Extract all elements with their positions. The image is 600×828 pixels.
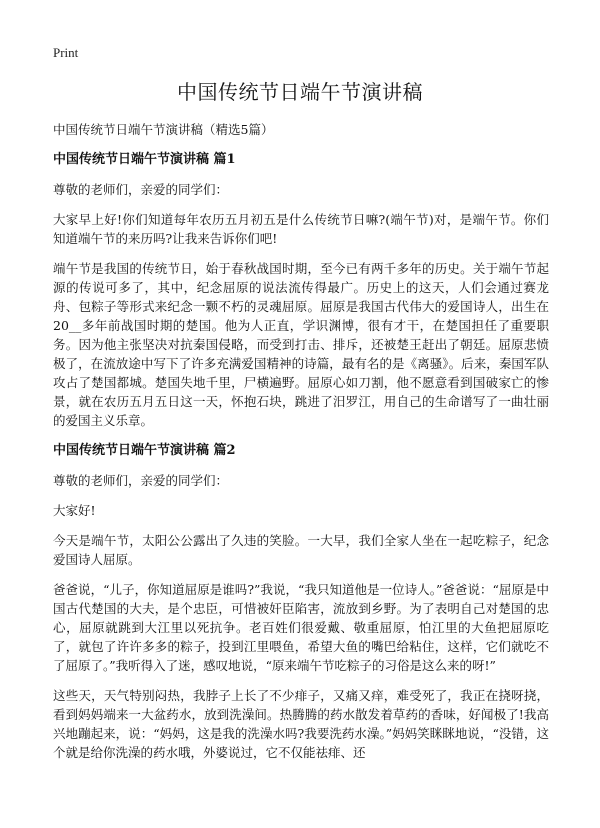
body-paragraph: 大家早上好!你们知道每年农历五月初五是什么传统节日嘛?(端午节)对，是端午节。你们知道端午节的来历吗?让我来告诉你们吧! [53,212,549,246]
body-paragraph: 端午节是我国的传统节日，始于春秋战国时期，至今已有两千多年的历史。关于端午节起源的传说可多了，其中，纪念屈原的说法流传得最广。历史上的这天，人们会通过赛龙舟、包粽子等形式来纪念一颗不朽的灵魂屈原。屈原是我国古代伟大的爱国诗人，出生在20__多年前战国时期的楚国。他为人正直，学识渊博，很有才干，在楚国担任了重要职务。因为他主张坚决对抗秦国侵略，而受到打击、排斥，还被楚王赶出了朝廷。屈原悲愤极了，在流放途中写下了许多充满爱国精神的诗篇，最有名的是《离骚》。后来，秦国军队攻占了楚国都城。楚国失地千里，尸横遍野。屈原心如刀割，他不愿意看到国破家亡的惨景，就在农历五月五日这一天，怀抱石块，跳进了汨罗江，用自己的生命谱写了一曲壮丽的爱国主义乐章。 [53,261,549,428]
print-link[interactable]: Print [53,45,79,60]
greeting-paragraph: 尊敬的老师们，亲爱的同学们： [53,473,229,488]
body-paragraph: 大家好! [53,503,96,518]
greeting-paragraph: 尊敬的老师们，亲爱的同学们： [53,182,229,197]
document-subtitle: 中国传统节日端午节演讲稿（精选5篇） [53,122,274,137]
body-paragraph: 爸爸说，“儿子，你知道屈原是谁吗?”我说，“我只知道他是一位诗人。”爸爸说：“屈原是中国古代楚国的大夫，是个忠臣，可惜被奸臣陷害，流放到乡野。为了表明自己对楚国的忠心，屈原就跳到大江里以死抗争。老百姓们很爱戴、敬重屈原，怕江里的大鱼把屈原吃了，就包了许许多多的粽子，投到江里喂鱼，希望大鱼的嘴巴给粘住，这样，它们就吃不了屈原了。”我听得入了迷，感叹地说，“原来端午节吃粽子的习俗是这么来的呀!” [53,582,549,673]
section-heading: 中国传统节日端午节演讲稿 篇1 [53,152,236,167]
body-paragraph: 这些天，天气特别闷热，我脖子上长了不少痱子，又痛又痒，难受死了，我正在挠呀挠，看到妈妈端来一大盆药水，放到洗澡间。热腾腾的药水散发着草药的香味，好闻极了!我高兴地蹦起来，说：“妈妈，这是我的洗澡水吗?我要洗药水澡。”妈妈笑眯眯地说，“没错，这个就是给你洗澡的药水哦，外婆说过，它不仅能祛痱、还 [53,688,549,760]
page-title: 中国传统节日端午节演讲稿 [177,80,423,104]
document-body [53,120,549,762]
body-paragraph: 今天是端午节，太阳公公露出了久违的笑脸。一大早，我们全家人坐在一起吃粽子，纪念爱国诗人屈原。 [53,533,549,567]
section-heading: 中国传统节日端午节演讲稿 篇2 [53,443,236,458]
